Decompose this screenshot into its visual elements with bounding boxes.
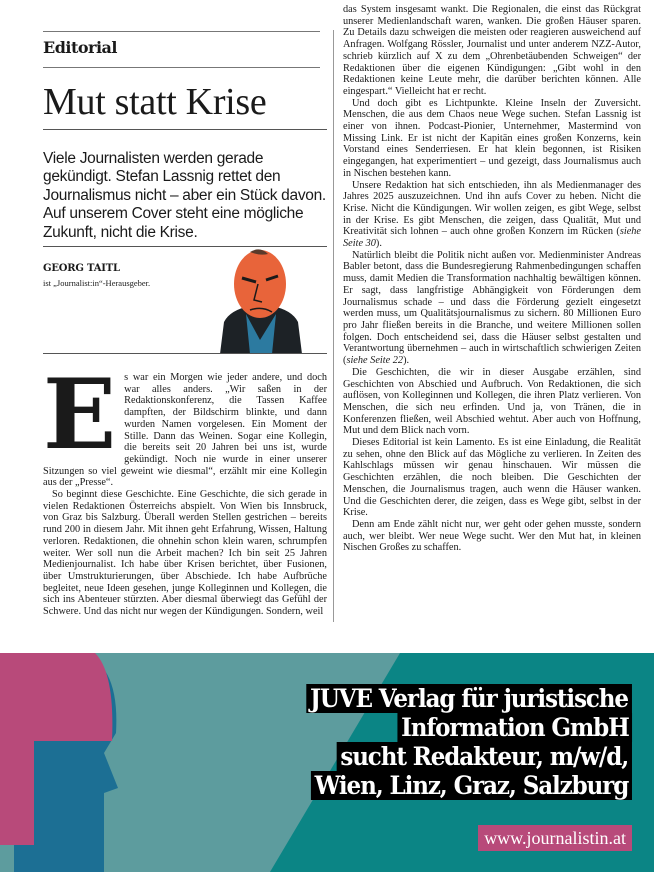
author-rule (43, 353, 327, 354)
paragraph: das System insgesamt wankt. Die Regionalen, die einst das Rückgrat unserer Medienlandschaft waren, wanken. Die großen Häuser sparen. Zu Details dazu schweigen die meisten oder reagieren ausweichend auf Anfragen. Wolfgang Rössler, Journalist und unter anderem NZZ-Autor, schrieb kürzlich auf X zu dem „Ohrenbetäubenden Schweigen“ der Redaktionen über die eigenen Kündigungen: „Gibt wohl in den Redaktionen keine Leute mehr, die darüber berichten können. Alle eingespart.“ Vielleicht hat er recht. (343, 4, 641, 97)
job-advertisement[interactable] (0, 653, 654, 872)
author-name: GEORG TAITL (43, 263, 120, 274)
paragraph-text: ). (375, 238, 382, 250)
paragraph: Und doch gibt es Lichtpunkte. Kleine Inseln der Zuversicht. Menschen, die aus dem Chaos neue Wege suchen. Stefan Lassnig ist einer von ihnen. Podcast-Pionier, Unternehmer, Mastermind von Missing Link. Er ist nicht der Kapitän eines großen Konzerns, kein Vorstand eines Senderriesen. Er hat klein begonnen, ist Risiken eingegangen, hat experimentiert – und gezeigt, dass Journalismus auch in Nischen bestehen kann. (343, 97, 641, 179)
ad-headline-line: Wien, Linz, Graz, Salzburg (311, 771, 632, 800)
section-rule (43, 67, 320, 68)
paragraph: Die Geschichten, die wir in dieser Ausgabe erzählen, sind Geschichten von Abschied und Aufbruch. Von Redaktionen, die sich auflösen, von Kolleginnen und Kollegen, die ihren Platz verlieren. Von Menschen, die sich neu erfinden. Und ja, von Tränen, die in Konferenzen fließen, weil Abschied wehtut. Aber auch von Hoffnung, Mut und dem Blick nach vorn. (343, 366, 641, 437)
paragraph-text: Natürlich bleibt die Politik nicht außen vor. Medienminister Andreas Babler betont, dass die Bundesregierung Rahmenbedingungen schaffen muss, damit Medien die Transformation nachhaltig bewältigen können. Er sagt, dass langfristige Abhängigkeit von Förderungen dem Journalismus schade – und dass die Förderung gezielt eingesetzt werden muss, um Qualitätsjournalismus zu sichern. 80 Millionen Euro pro Jahr fließen bereits in die Branche, und weitere Millionen sollen folgen. Doch entscheidend sei, dass die Häuser selbst gestalten und Verantwortung übernehmen – auch in wirtschaftlich schwierigen Zeiten ( (343, 249, 641, 367)
ad-headline-line: sucht Redakteur, m/w/d, (337, 742, 632, 771)
lede: Viele Journalisten werden gerade gekündigt. Stefan Lassnig rettet den Journalismus nicht – aber ein Stück davon. Auf unserem Cover steht eine mögliche Zukunft, nicht die Krise. (43, 150, 326, 241)
ad-headline-line: JUVE Verlag für juristische (307, 684, 632, 713)
ad-url-link[interactable]: www.journalistin.at (478, 825, 632, 851)
headline-rule (43, 129, 327, 130)
paragraph-text: Unsere Redaktion hat sich entschieden, ihn als Medienmanager des Jahres 2025 auszuzeichnen. Und ihn aufs Cover zu heben. Nicht die Krise. Nicht die Kündigungen. Wir wollen zeigen, es gibt Wege, selbst in der Krise. Es gibt Menschen, die zeigen, dass Qualität, Mut und Kreativität sich lohnen – auch ohne großen Konzern im Rücken ( (343, 179, 641, 238)
column-divider (333, 30, 334, 622)
paragraph (343, 250, 641, 367)
paragraph-text: s war ein Morgen wie jeder andere, und doch war alles anders. „Wir saßen in der Redaktionskonferenz, die Tassen Kaffee dampften, der Bildschirm blinkte, und dann wurden Namen vorgelesen. Ein Moment der Stille. Dann das Weinen. Sogar eine Kollegin, die bereits seit 20 Jahren bei uns ist, wurde gekündigt. Noch nie wurde in einer unserer Sitzungen so viel geweint wie diesmal“, erzählt mir eine Kollegin aus der „Presse“. (43, 372, 327, 489)
paragraph (343, 180, 641, 250)
paragraph: Dieses Editorial ist kein Lamento. Es ist eine Einladung, die Realität zu sehen, ohne den Blick auf das Mögliche zu verlieren. In Zeiten des Kahlschlags müssen wir genau hinschauen. Wir müssen die Geschichten erzählen, die noch bleiben. Die Geschichten der Menschen, die Journalismus tragen, auch wenn die Häuser wanken. Und die Geschichten derer, die zeigen, dass es Wege gibt, selbst in der Krise. (343, 437, 641, 519)
drop-cap: E (43, 358, 117, 471)
top-rule (43, 31, 320, 32)
section-label: Editorial (43, 38, 117, 57)
page-reference: siehe Seite 22 (346, 355, 404, 367)
author-caricature (210, 240, 310, 354)
article-body-right (343, 4, 641, 554)
author-description: ist „Journalist:in“-Herausgeber. (43, 278, 151, 288)
paragraph-text: ). (403, 355, 410, 367)
paragraph (43, 358, 327, 489)
article-body-left (43, 358, 327, 618)
ad-headline-line: Information GmbH (397, 713, 632, 742)
page-reference: siehe Seite 30 (343, 226, 641, 250)
paragraph: So beginnt diese Geschichte. Eine Geschichte, die sich gerade in vielen Redaktionen Österreichs abspielt. Von Wien bis Innsbruck, von Graz bis Salzburg. Überall werden Stellen gestrichen – bereits rund 200 in diesem Jahr. Mit ihnen geht Erfahrung, Wissen, Haltung verloren. Redaktionen, die ohnehin schon klein waren, schrumpfen weiter. Wer soll nun die Arbeit machen? Ich bin seit 25 Jahren Medienjournalist. Ich habe über Krisen berichtet, über Fusionen, über Umstrukturierungen, über Abschiede. Ich habe Aufbrüche begleitet, neue Ideen gesehen, junge Kolleginnen und Kollegen, die sich ins Abenteuer stürzten. Aber diesmal überwiegt das Gefühl der Schwere. Und das nicht nur wegen der Kündigungen. Sondern, weil (43, 489, 327, 618)
page-title: Mut statt Krise (43, 81, 267, 123)
paragraph: Denn am Ende zählt nicht nur, wer geht oder gehen musste, sondern auch, wer bleibt. Wer neue Wege sucht. Wer den Mut hat, in kleinen Nischen Großes zu schaffen. (343, 518, 641, 554)
